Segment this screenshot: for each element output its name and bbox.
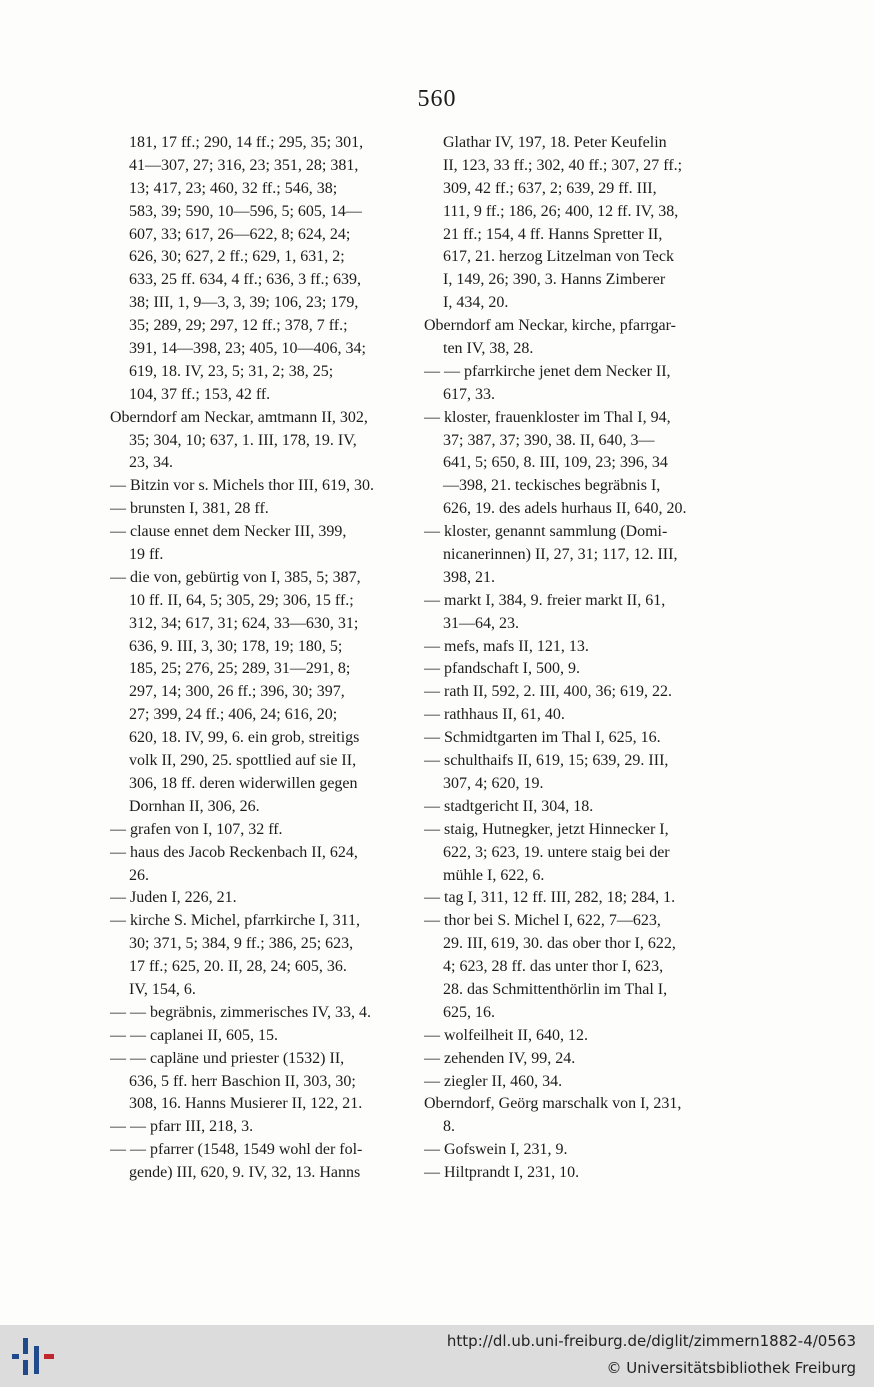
- index-line: 13; 417, 23; 460, 32 ff.; 546, 38;: [129, 179, 338, 197]
- index-line: — die von, gebürtig von I, 385, 5; 387,: [110, 568, 361, 586]
- index-line: 181, 17 ff.; 290, 14 ff.; 295, 35; 301,: [129, 134, 364, 151]
- index-line: 28. das Schmittenthörlin im Thal I,: [443, 980, 668, 998]
- index-line: — Bitzin vor s. Michels thor III, 619, 30.: [110, 477, 374, 495]
- index-line: —398, 21. teckisches begräbnis I,: [443, 477, 661, 495]
- index-line: ten IV, 38, 28.: [443, 340, 534, 358]
- index-line: 26.: [129, 866, 149, 884]
- index-line: 111, 9 ff.; 186, 26; 400, 12 ff. IV, 38,: [443, 202, 679, 220]
- index-line: — Juden I, 226, 21.: [110, 889, 237, 907]
- index-line: nicanerinnen) II, 27, 31; 117, 12. III,: [443, 546, 678, 564]
- index-line: 37; 387, 37; 390, 38. II, 640, 3—: [443, 431, 655, 449]
- ub-freiburg-logo-icon: [12, 1336, 56, 1376]
- index-line: Oberndorf, Geörg marschalk von I, 231,: [424, 1095, 682, 1113]
- index-line: 185, 25; 276, 25; 289, 31—291, 8;: [129, 660, 351, 678]
- index-line: 641, 5; 650, 8. III, 109, 23; 396, 34: [443, 454, 668, 472]
- index-line: 19 ff.: [129, 546, 164, 564]
- viewer-footer: [0, 1325, 874, 1387]
- index-column-right: [424, 132, 716, 1185]
- index-line: 636, 5 ff. herr Baschion II, 303, 30;: [129, 1072, 356, 1090]
- index-line: — stadtgericht II, 304, 18.: [424, 797, 594, 815]
- index-line: 27; 399, 24 ff.; 406, 24; 616, 20;: [129, 706, 338, 724]
- index-line: — mefs, mafs II, 121, 13.: [424, 637, 589, 655]
- index-line: — kloster, genannt sammlung (Domi-: [424, 523, 668, 541]
- index-line: — rath II, 592, 2. III, 400, 36; 619, 22.: [424, 683, 672, 701]
- index-line: Oberndorf am Neckar, amtmann II, 302,: [110, 408, 368, 426]
- index-line: 625, 16.: [443, 1003, 495, 1021]
- index-line: 31—64, 23.: [443, 614, 519, 632]
- index-line: 306, 18 ff. deren widerwillen gegen: [129, 774, 358, 792]
- index-line: — tag I, 311, 12 ff. III, 282, 18; 284, 1.: [424, 889, 676, 907]
- index-line: — — pfarrkirche jenet dem Necker II,: [424, 362, 671, 380]
- index-line: 38; III, 1, 9—3, 3, 39; 106, 23; 179,: [129, 294, 359, 312]
- index-line: — rathhaus II, 61, 40.: [424, 706, 565, 724]
- index-line: 619, 18. IV, 23, 5; 31, 2; 38, 25;: [129, 362, 334, 380]
- index-line: — Gofswein I, 231, 9.: [424, 1141, 568, 1159]
- index-line: 626, 30; 627, 2 ff.; 629, 1, 631, 2;: [129, 248, 345, 266]
- index-line: 309, 42 ff.; 637, 2; 639, 29 ff. III,: [443, 179, 657, 197]
- index-line: — clause ennet dem Necker III, 399,: [110, 523, 347, 541]
- page-number: 560: [417, 86, 457, 112]
- index-line: — schulthaifs II, 619, 15; 639, 29. III,: [424, 752, 669, 770]
- index-line: 30; 371, 5; 384, 9 ff.; 386, 25; 623,: [129, 935, 354, 953]
- index-line: 307, 4; 620, 19.: [443, 774, 544, 792]
- index-line: 10 ff. II, 64, 5; 305, 29; 306, 15 ff.;: [129, 591, 354, 609]
- index-line: — — pfarr III, 218, 3.: [110, 1118, 254, 1136]
- index-line: Glathar IV, 197, 18. Peter Keufelin: [443, 134, 667, 151]
- index-line: 23, 34.: [129, 454, 173, 472]
- index-line: IV, 154, 6.: [129, 980, 196, 998]
- index-line: gende) III, 620, 9. IV, 32, 13. Hanns: [129, 1164, 361, 1182]
- copyright-notice: © Universitätsbibliothek Freiburg: [606, 1359, 856, 1377]
- index-line: 633, 25 ff. 634, 4 ff.; 636, 3 ff.; 639,: [129, 271, 361, 289]
- index-line: — — caplanei II, 605, 15.: [110, 1026, 278, 1044]
- index-line: 21 ff.; 154, 4 ff. Hanns Spretter II,: [443, 225, 663, 243]
- index-line: 104, 37 ff.; 153, 42 ff.: [129, 385, 271, 403]
- index-line: — Hiltprandt I, 231, 10.: [424, 1164, 580, 1182]
- index-column-left: [110, 132, 400, 1185]
- index-line: 626, 19. des adels hurhaus II, 640, 20.: [443, 500, 687, 518]
- index-line: I, 149, 26; 390, 3. Hanns Zimberer: [443, 271, 666, 289]
- index-line: 391, 14—398, 23; 405, 10—406, 34;: [129, 340, 366, 358]
- index-line: — kirche S. Michel, pfarrkirche I, 311,: [110, 912, 360, 930]
- index-line: I, 434, 20.: [443, 294, 509, 312]
- index-line: 4; 623, 28 ff. das unter thor I, 623,: [443, 958, 664, 976]
- index-line: — thor bei S. Michel I, 622, 7—623,: [424, 912, 661, 930]
- index-line: 41—307, 27; 316, 23; 351, 28; 381,: [129, 156, 359, 174]
- index-line: 35; 289, 29; 297, 12 ff.; 378, 7 ff.;: [129, 317, 348, 335]
- index-line: 29. III, 619, 30. das ober thor I, 622,: [443, 935, 676, 953]
- index-line: 622, 3; 623, 19. untere staig bei der: [443, 843, 670, 861]
- index-line: — pfandschaft I, 500, 9.: [424, 660, 580, 678]
- index-line: 620, 18. IV, 99, 6. ein grob, streitigs: [129, 729, 360, 747]
- index-line: mühle I, 622, 6.: [443, 866, 545, 884]
- index-line: 617, 33.: [443, 385, 495, 403]
- index-line: — markt I, 384, 9. freier markt II, 61,: [424, 591, 666, 609]
- index-line: — Schmidtgarten im Thal I, 625, 16.: [424, 729, 661, 747]
- index-line: — zehenden IV, 99, 24.: [424, 1049, 576, 1067]
- index-line: 398, 21.: [443, 568, 495, 586]
- index-line: 308, 16. Hanns Musierer II, 122, 21.: [129, 1095, 363, 1113]
- index-line: 636, 9. III, 3, 30; 178, 19; 180, 5;: [129, 637, 343, 655]
- index-line: — ziegler II, 460, 34.: [424, 1072, 563, 1090]
- index-line: 8.: [443, 1118, 455, 1136]
- index-line: 607, 33; 617, 26—622, 8; 624, 24;: [129, 225, 351, 243]
- index-line: — — begräbnis, zimmerisches IV, 33, 4.: [110, 1003, 371, 1021]
- index-line: 312, 34; 617, 31; 624, 33—630, 31;: [129, 614, 359, 632]
- index-line: 583, 39; 590, 10—596, 5; 605, 14—: [129, 202, 362, 220]
- index-line: volk II, 290, 25. spottlied auf sie II,: [129, 752, 357, 770]
- index-line: 297, 14; 300, 26 ff.; 396, 30; 397,: [129, 683, 345, 701]
- index-line: II, 123, 33 ff.; 302, 40 ff.; 307, 27 ff.;: [443, 156, 683, 174]
- index-line: — — pfarrer (1548, 1549 wohl der fol-: [110, 1141, 363, 1159]
- index-line: — — capläne und priester (1532) II,: [110, 1049, 345, 1067]
- index-line: — grafen von I, 107, 32 ff.: [110, 820, 283, 838]
- index-line: 35; 304, 10; 637, 1. III, 178, 19. IV,: [129, 431, 357, 449]
- index-line: — brunsten I, 381, 28 ff.: [110, 500, 269, 518]
- index-line: — kloster, frauenkloster im Thal I, 94,: [424, 408, 671, 426]
- index-line: Oberndorf am Neckar, kirche, pfarrgar-: [424, 317, 676, 335]
- index-line: — haus des Jacob Reckenbach II, 624,: [110, 843, 358, 861]
- index-line: Dornhan II, 306, 26.: [129, 797, 260, 815]
- index-line: 617, 21. herzog Litzelman von Teck: [443, 248, 674, 266]
- index-line: — staig, Hutnegker, jetzt Hinnecker I,: [424, 820, 669, 838]
- source-url-link[interactable]: http://dl.ub.uni-freiburg.de/diglit/zimmern1882-4/0563: [446, 1332, 856, 1350]
- index-line: — wolfeilheit II, 640, 12.: [424, 1026, 588, 1044]
- index-line: 17 ff.; 625, 20. II, 28, 24; 605, 36.: [129, 958, 347, 976]
